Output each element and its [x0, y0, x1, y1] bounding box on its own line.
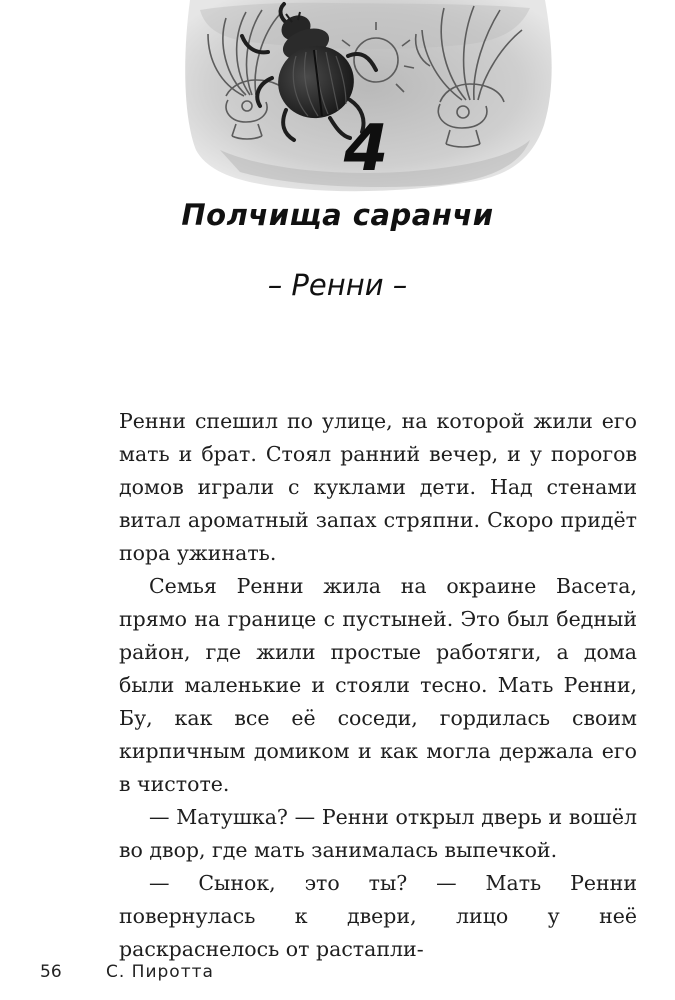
page-number: 56 [40, 962, 62, 982]
paragraph-3: — Матушка? — Ренни открыл дверь и вошёл во двор, где мать занималась выпечкой. [119, 805, 637, 862]
body-text [119, 405, 637, 966]
paragraph-1: Ренни спешил по улице, на которой жили его мать и брат. Стоял ранний вечер, и у порогов домов играли с куклами дети. Над стенами витал ароматный запах стряпни. Скоро придёт пора ужинать. [119, 409, 637, 565]
chapter-title: Полчища саранчи [181, 198, 494, 232]
running-footer-author: С. Пиротта [106, 962, 214, 982]
chapter-header-illustration [0, 0, 675, 200]
pov-character-label: – Ренни – [267, 268, 408, 302]
chapter-number: 4 [343, 112, 389, 186]
paragraph-4: — Сынок, это ты? — Мать Ренни повернулась к двери, лицо у неё раскраснелось от растапли- [119, 871, 637, 961]
paragraph-2: Семья Ренни жила на окраине Васета, прямо на границе с пустыней. Это был бедный район, где жили простые работяги, а дома были маленькие и стояли тесно. Мать Ренни, Бу, как все её соседи, гордилась своим кирпичным домиком и как могла держала его в чистоте. [119, 574, 637, 796]
